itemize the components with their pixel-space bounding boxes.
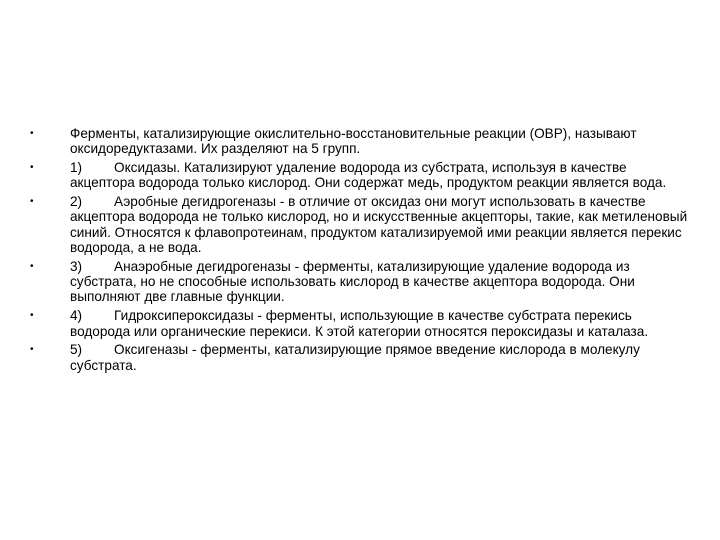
item-number: 4) — [70, 308, 83, 324]
bullet-dot-icon: • — [30, 162, 34, 174]
bullet-dot-icon: • — [30, 128, 34, 139]
bullet-dot-icon: • — [30, 260, 34, 272]
item-text: Оксигеназы - ферменты, катализирующие прямое введение кислорода в молекулу субстрата. — [70, 342, 640, 373]
item-number: 1) — [70, 160, 83, 176]
bullet-dot-icon: • — [30, 196, 34, 208]
item-text: Гидроксипероксидазы - ферменты, использующие в качестве субстрата перекись водорода или органические перекиси. К этой категории относятся пероксидазы и каталаза. — [70, 308, 649, 339]
item-number: 2) — [70, 194, 83, 210]
bullet-item-anaerobic-dehydrogenases — [30, 259, 690, 305]
item-text: Аэробные дегидрогеназы - в отличие от оксидаз они могут использовать в качестве акцептора водорода не только кислород, но и искусственные акцепторы, такие, как метиленовый синий. Относятся к флавопротеинам, продуктом катализируемой ими реакции является перекис водорода, а не вода. — [70, 194, 688, 256]
item-number: 5) — [70, 342, 83, 358]
item-text: Анаэробные дегидрогеназы - ферменты, катализирующие удаление водорода из субстрата, но не способные использовать кислород в качестве акцептора водорода. Они выполняют две главные функции. — [70, 258, 635, 305]
item-text: Оксидазы. Катализируют удаление водорода из субстрата, используя в качестве акцептора водорода только кислород. Они содержат медь, продуктом реакции является вода. — [70, 160, 667, 191]
bullet-dot-icon: • — [30, 344, 34, 356]
bullet-item-aerobic-dehydrogenases — [30, 194, 690, 255]
item-text: Ферменты, катализирующие окислительно-восстановительные реакции (ОВР), называют оксидоредуктазами. Их разделяют на 5 групп. — [70, 126, 637, 157]
bullet-item-intro — [30, 126, 690, 157]
bullet-dot-icon: • — [30, 310, 34, 322]
bullet-item-oxidases — [30, 160, 690, 191]
bullet-list — [30, 126, 690, 376]
bullet-item-oxygenases — [30, 342, 690, 373]
item-number: 3) — [70, 258, 83, 274]
bullet-item-hydroperoxidases — [30, 308, 690, 339]
